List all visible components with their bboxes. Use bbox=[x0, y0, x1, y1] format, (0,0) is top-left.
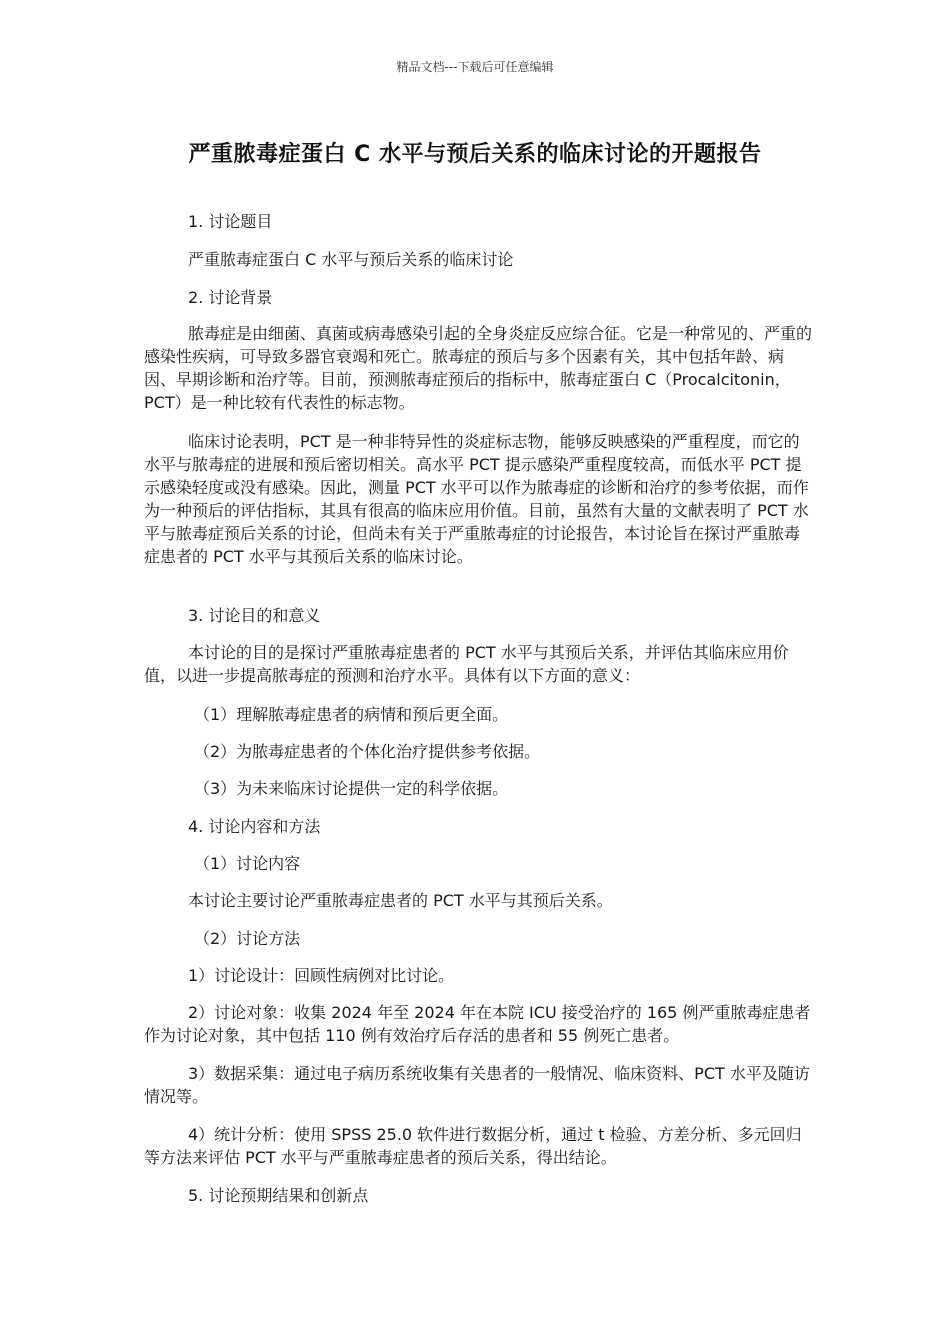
section3-heading bbox=[144, 604, 812, 627]
section4-sub1-heading bbox=[144, 852, 812, 875]
section3-para1-block bbox=[144, 641, 812, 687]
section4-heading bbox=[144, 815, 812, 838]
section2-heading bbox=[144, 286, 812, 309]
section5-heading bbox=[144, 1184, 812, 1207]
subsection-heading: （1）讨论内容 bbox=[194, 854, 301, 873]
list-item: 4）统计分析：使用 SPSS 25.0 软件进行数据分析，通过 t 检验、方差分析、多元回归等方法来评估 PCT 水平与严重脓毒症患者的预后关系，得出结论。 bbox=[144, 1125, 802, 1167]
section3-item-3 bbox=[144, 777, 812, 800]
section1-heading bbox=[144, 210, 812, 233]
section-heading: 4. 讨论内容和方法 bbox=[188, 817, 321, 836]
document-title: 严重脓毒症蛋白 C 水平与预后关系的临床讨论的开题报告 bbox=[188, 142, 762, 167]
section-heading: 5. 讨论预期结果和创新点 bbox=[188, 1186, 369, 1205]
section1-content-block bbox=[144, 248, 812, 271]
paragraph: 本讨论主要讨论严重脓毒症患者的 PCT 水平与其预后关系。 bbox=[188, 891, 613, 910]
method-item-2 bbox=[144, 1001, 812, 1047]
list-item: 3）数据采集：通过电子病历系统收集有关患者的一般情况、临床资料、PCT 水平及随访情况等。 bbox=[144, 1064, 810, 1106]
section2-para2-block bbox=[144, 430, 812, 568]
method-item-1 bbox=[144, 964, 812, 987]
paragraph: 临床讨论表明，PCT 是一种非特异性的炎症标志物，能够反映感染的严重程度，而它的水平与脓毒症的进展和预后密切相关。高水平 PCT 提示感染严重程度较高，而低水平 PCT 提示感染轻度或没有感染。因此，测量 PCT 水平可以作为脓毒症的诊断和治疗的参考依据，而作为一种预后的评估指标，其具有很高的临床应用价值。目前，虽然有大量的文献表明了 PCT 水平与脓毒症预后关系的讨论，但尚未有关于严重脓毒症的讨论报告，本讨论旨在探讨严重脓毒症患者的 PCT 水平与其预后关系的临床讨论。 bbox=[144, 432, 809, 566]
paragraph: 本讨论的目的是探讨严重脓毒症患者的 PCT 水平与其预后关系，并评估其临床应用价值，以进一步提高脓毒症的预测和治疗水平。具体有以下方面的意义： bbox=[144, 643, 789, 685]
subsection-heading: （2）讨论方法 bbox=[194, 929, 301, 948]
section2-para1-block bbox=[144, 322, 812, 414]
list-item: 1）讨论设计：回顾性病例对比讨论。 bbox=[188, 966, 455, 985]
list-item: 2）讨论对象：收集 2024 年至 2024 年在本院 ICU 接受治疗的 165 例严重脓毒症患者作为讨论对象，其中包括 110 例有效治疗后存活的患者和 55 例死亡患者。 bbox=[144, 1003, 811, 1045]
section3-item-2 bbox=[144, 740, 812, 763]
section4-sub2-heading bbox=[144, 927, 812, 950]
section3-item-1 bbox=[144, 703, 812, 726]
section-heading: 3. 讨论目的和意义 bbox=[188, 606, 321, 625]
list-item: （3）为未来临床讨论提供一定的科学依据。 bbox=[194, 779, 509, 798]
paragraph: 脓毒症是由细菌、真菌或病毒感染引起的全身炎症反应综合征。它是一种常见的、严重的感染性疾病，可导致多器官衰竭和死亡。脓毒症的预后与多个因素有关，其中包括年龄、病因、早期诊断和治疗等。目前，预测脓毒症预后的指标中，脓毒症蛋白 C（Procalcitonin，PCT）是一种比较有代表性的标志物。 bbox=[144, 324, 813, 412]
section-heading: 1. 讨论题目 bbox=[188, 212, 273, 231]
section-heading: 2. 讨论背景 bbox=[188, 288, 273, 307]
section4-sub1-content bbox=[144, 889, 812, 912]
method-item-3 bbox=[144, 1062, 812, 1108]
header-note: 精品文档---下载后可任意编辑 bbox=[396, 60, 554, 74]
section-content: 严重脓毒症蛋白 C 水平与预后关系的临床讨论 bbox=[188, 250, 514, 269]
list-item: （1）理解脓毒症患者的病情和预后更全面。 bbox=[194, 705, 509, 724]
list-item: （2）为脓毒症患者的个体化治疗提供参考依据。 bbox=[194, 742, 541, 761]
method-item-4 bbox=[144, 1123, 812, 1169]
